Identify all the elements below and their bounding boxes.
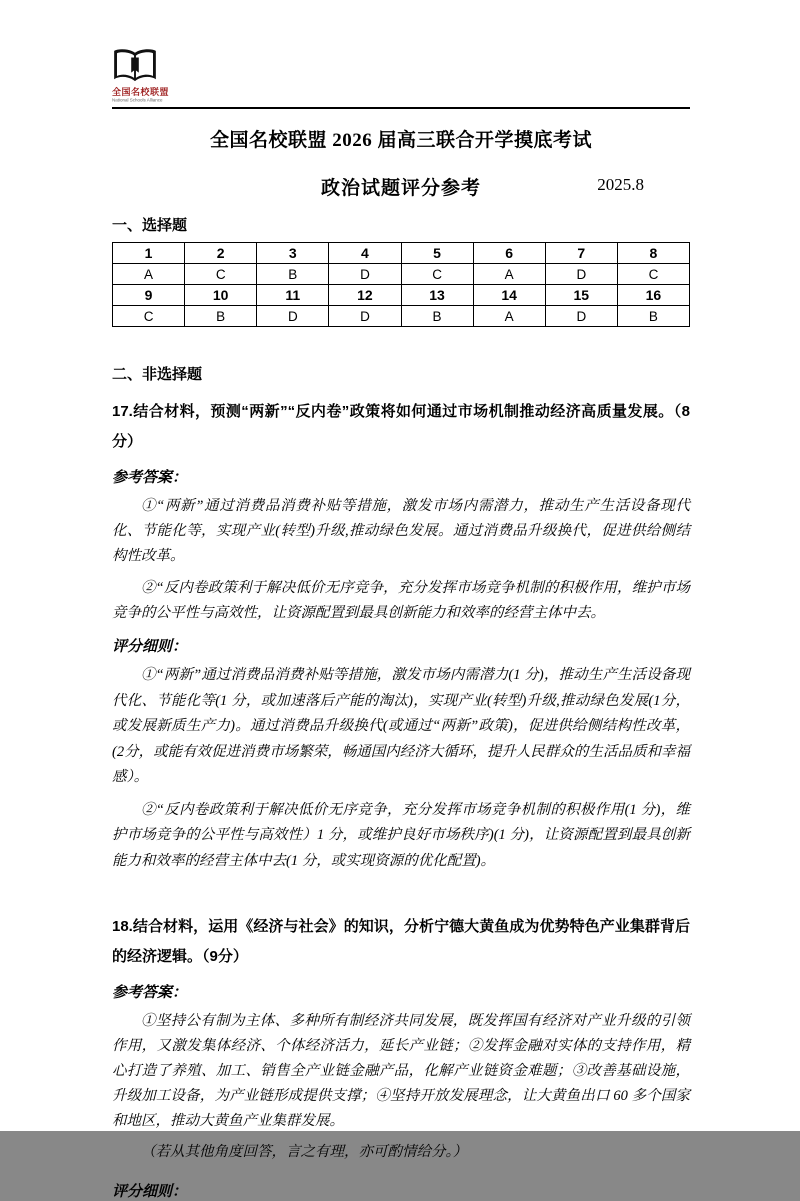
table-cell: 2 — [185, 243, 257, 264]
q17-rubric-label: 评分细则： — [112, 639, 188, 655]
q18-answer-label: 参考答案： — [112, 985, 188, 1001]
page-content — [112, 0, 690, 1201]
table-cell: 10 — [185, 285, 257, 306]
q17-answer-1: ①“两新”通过消费品消费补贴等措施，激发市场内需潜力，推动生产生活设备现代化、节能化等，实现产业(转型)升级,推动绿色发展。通过消费品升级换代，促进供给侧结构性改革。 — [112, 498, 690, 564]
section-heading-choice: 一、选择题 — [112, 217, 188, 234]
table-cell: 4 — [329, 243, 401, 264]
table-cell: 9 — [113, 285, 185, 306]
q17-rubric-2: ②“反内卷政策利于解决低价无序竞争，充分发挥市场竞争机制的积极作用(1 分)，维护市场竞争的公平性与高效性）1 分，或维护良好市场秩序)(1 分)，让资源配置到最具创新能力和效率的经营主体中去(1 分，或实现资源的优化配置)。 — [112, 801, 690, 869]
table-cell: A — [113, 264, 185, 285]
table-cell: D — [545, 264, 617, 285]
q18-answer-1: ①坚持公有制为主体、多种所有制经济共同发展，既发挥国有经济对产业升级的引领作用，又激发集体经济、个体经济活力，延长产业链；②发挥金融对实体的支持作用，精心打造了养殖、加工、销售全产业链金融产品，化解产业链资金难题；③改善基础设施，升级加工设备，为产业链形成提供支撑；④坚持开放发展理念，让大黄鱼出口 60 多个国家和地区，推动大黄鱼产业集群发展。 — [112, 1013, 690, 1129]
logo-name-cn: 全国名校联盟 — [112, 87, 170, 97]
alliance-logo — [112, 48, 170, 104]
table-cell: B — [617, 306, 689, 327]
document-date: 2025.8 — [597, 175, 644, 194]
question-17: 17.结合材料，预测“两新”“反内卷”政策将如何通过市场机制推动经济高质量发展。（8分） — [112, 403, 690, 450]
question-18-block — [112, 912, 690, 1201]
table-cell: 12 — [329, 285, 401, 306]
question-18: 18.结合材料，运用《经济与社会》的知识，分析宁德大黄鱼成为优势特色产业集群背后的经济逻辑。（9分） — [112, 918, 690, 965]
table-cell: 1 — [113, 243, 185, 264]
document-title: 全国名校联盟 2026 届高三联合开学摸底考试 — [209, 130, 592, 151]
section-heading-free-response: 二、非选择题 — [112, 366, 203, 383]
table-cell: D — [257, 306, 329, 327]
table-row-numbers-9-16 — [113, 285, 690, 306]
table-row-answers-1-8 — [113, 264, 690, 285]
table-cell: 8 — [617, 243, 689, 264]
table-cell: 6 — [473, 243, 545, 264]
logo-name-en: National Schools Alliance — [112, 98, 163, 104]
open-book-icon — [112, 48, 158, 84]
table-cell: 16 — [617, 285, 689, 306]
q17-rubric-1: ①“两新”通过消费品消费补贴等措施，激发市场内需潜力(1 分)，推动生产生活设备现代化、节能化等(1 分，或加速落后产能的淘汰)，实现产业(转型)升级,推动绿色发展(1分，或发展新质生产力)。通过消费品升级换代(或通过“两新”政策)，促进供给侧结构性改革，(2分，或能有效促进消费市场繁荣，畅通国内经济大循环，提升人民群众的生活品质和幸福感）。 — [112, 667, 690, 785]
table-cell: 14 — [473, 285, 545, 306]
table-cell: 7 — [545, 243, 617, 264]
table-cell: 3 — [257, 243, 329, 264]
q17-answer-2: ②“反内卷政策利于解决低价无序竞争，充分发挥市场竞争机制的积极作用，维护市场竞争的公平性与高效性，让资源配置到最具创新能力和效率的经营主体中去。 — [112, 580, 690, 621]
table-cell: D — [329, 264, 401, 285]
table-cell: A — [473, 264, 545, 285]
table-cell: D — [329, 306, 401, 327]
table-cell: 11 — [257, 285, 329, 306]
table-cell: 5 — [401, 243, 473, 264]
table-cell: B — [257, 264, 329, 285]
q18-note: （若从其他角度回答，言之有理，亦可酌情给分。） — [141, 1144, 468, 1160]
table-row-numbers-1-8 — [113, 243, 690, 264]
q17-answer-label: 参考答案： — [112, 470, 188, 486]
subtitle-row — [112, 173, 690, 197]
table-cell: 13 — [401, 285, 473, 306]
table-cell: 15 — [545, 285, 617, 306]
table-cell: C — [113, 306, 185, 327]
table-cell: C — [401, 264, 473, 285]
q18-rubric-label: 评分细则： — [112, 1183, 188, 1200]
table-cell: C — [617, 264, 689, 285]
table-cell: B — [185, 306, 257, 327]
table-row-answers-9-16 — [113, 306, 690, 327]
table-cell: B — [401, 306, 473, 327]
answer-key-table — [112, 242, 690, 327]
table-cell: C — [185, 264, 257, 285]
header-divider — [112, 107, 690, 109]
document-subtitle: 政治试题评分参考 — [320, 178, 481, 199]
table-cell: D — [545, 306, 617, 327]
table-cell: A — [473, 306, 545, 327]
